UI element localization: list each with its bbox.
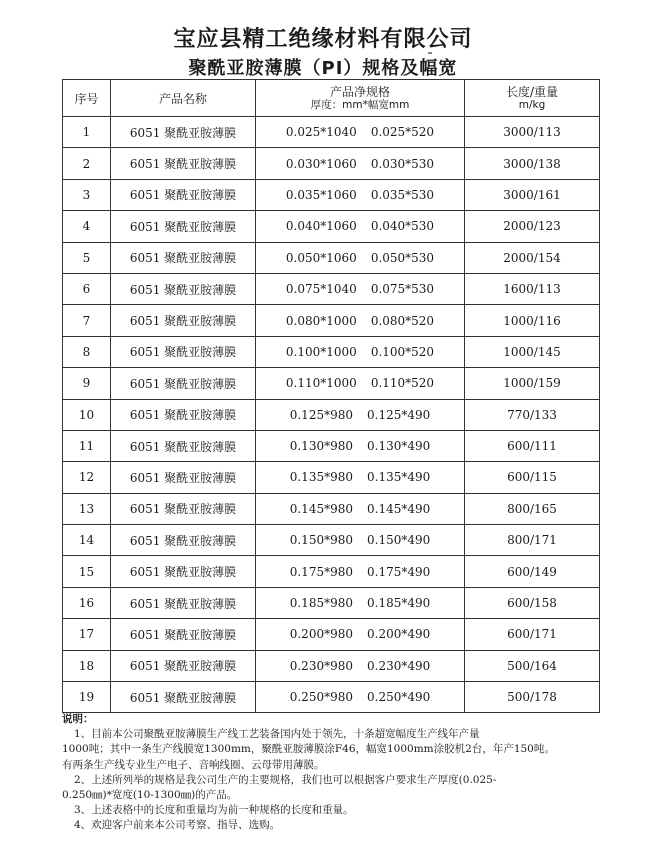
length-weight: 3000/138 — [465, 148, 600, 179]
table-row — [63, 242, 600, 273]
product-name: 6051 聚酰亚胺薄膜 — [111, 619, 256, 650]
spec-half-width: 0.030*530 — [370, 156, 435, 171]
length-weight: 1000/116 — [465, 305, 600, 336]
spec-full-width: 0.030*1060 — [285, 156, 357, 171]
table-row — [63, 650, 600, 681]
spec-full-width: 0.250*980 — [289, 690, 353, 705]
product-name: 6051 聚酰亚胺薄膜 — [111, 462, 256, 493]
note-line: 3、上述表格中的长度和重量均为前一种规格的长度和重量。 — [74, 804, 354, 817]
length-weight: 600/111 — [465, 430, 600, 461]
spec-table — [62, 79, 600, 713]
spec-half-width: 0.025*520 — [370, 125, 435, 140]
table-row — [63, 305, 600, 336]
length-weight: 600/158 — [465, 587, 600, 618]
table-row — [63, 148, 600, 179]
length-weight: 800/165 — [465, 493, 600, 524]
product-name: 6051 聚酰亚胺薄膜 — [111, 242, 256, 273]
product-name: 6051 聚酰亚胺薄膜 — [111, 399, 256, 430]
product-spec — [256, 462, 465, 493]
product-name: 6051 聚酰亚胺薄膜 — [111, 305, 256, 336]
length-weight: 1000/159 — [465, 368, 600, 399]
spec-half-width: 0.075*530 — [370, 282, 435, 297]
notes-section — [62, 712, 622, 834]
row-number: 15 — [63, 556, 111, 587]
table-row — [63, 273, 600, 304]
header-spec-label: 产品净规格 — [329, 84, 390, 99]
row-number: 1 — [63, 117, 111, 148]
note-line: 1、目前本公司聚酰亚胺薄膜生产线工艺装备国内处于领先，十条超宽幅度生产线年产量 — [74, 728, 480, 741]
product-spec — [256, 242, 465, 273]
spec-full-width: 0.150*980 — [289, 533, 353, 548]
header-spec-sub: 厚度：mm*幅宽mm — [310, 98, 410, 111]
spec-full-width: 0.135*980 — [289, 470, 353, 485]
row-number: 13 — [63, 493, 111, 524]
product-name: 6051 聚酰亚胺薄膜 — [111, 368, 256, 399]
table-row — [63, 368, 600, 399]
product-spec — [256, 525, 465, 556]
spec-full-width: 0.050*1060 — [285, 250, 357, 265]
product-name: 6051 聚酰亚胺薄膜 — [111, 430, 256, 461]
product-spec — [256, 148, 465, 179]
length-weight: 770/133 — [465, 399, 600, 430]
product-name: 6051 聚酰亚胺薄膜 — [111, 273, 256, 304]
product-spec — [256, 493, 465, 524]
spec-half-width: 0.135*490 — [367, 470, 431, 485]
length-weight: 1000/145 — [465, 336, 600, 367]
row-number: 19 — [63, 682, 111, 713]
note-line: 有两条生产线专业生产电子、音响线圈、云母带用薄膜。 — [62, 758, 325, 771]
length-weight: 800/171 — [465, 525, 600, 556]
spec-half-width: 0.130*490 — [367, 439, 431, 454]
table-row — [63, 556, 600, 587]
product-name: 6051 聚酰亚胺薄膜 — [111, 587, 256, 618]
product-spec — [256, 682, 465, 713]
spec-half-width: 0.080*520 — [370, 313, 435, 328]
length-weight: 3000/113 — [465, 117, 600, 148]
header-lw-label: 长度/重量 — [505, 84, 559, 99]
product-spec — [256, 430, 465, 461]
document-title: 聚酰亚胺薄膜（PI）规格及幅宽 — [188, 58, 458, 79]
length-weight: 1600/113 — [465, 273, 600, 304]
spec-half-width: 0.050*530 — [370, 250, 435, 265]
spec-full-width: 0.230*980 — [289, 658, 353, 673]
spec-half-width: 0.145*490 — [367, 501, 431, 516]
row-number: 9 — [63, 368, 111, 399]
spec-full-width: 0.035*1060 — [285, 187, 357, 202]
spec-full-width: 0.145*980 — [289, 501, 353, 516]
row-number: 11 — [63, 430, 111, 461]
header-name: 产品名称 — [111, 80, 256, 117]
length-weight: 600/171 — [465, 619, 600, 650]
table-row — [63, 525, 600, 556]
length-weight: 2000/123 — [465, 211, 600, 242]
product-spec — [256, 305, 465, 336]
spec-half-width: 0.185*490 — [367, 596, 431, 611]
length-weight: 600/149 — [465, 556, 600, 587]
product-spec — [256, 650, 465, 681]
row-number: 10 — [63, 399, 111, 430]
spec-full-width: 0.100*1000 — [285, 344, 357, 359]
product-spec — [256, 368, 465, 399]
row-number: 17 — [63, 619, 111, 650]
note-line: 1000吨；其中一条生产线膜宽1300mm，聚酰亚胺薄膜涂F46，幅宽1000mm涂胶机2台，年产150吨。 — [62, 743, 555, 756]
spec-full-width: 0.080*1000 — [285, 313, 357, 328]
product-spec — [256, 179, 465, 210]
row-number: 12 — [63, 462, 111, 493]
spec-half-width: 0.040*530 — [370, 219, 435, 234]
spec-half-width: 0.150*490 — [367, 533, 431, 548]
spec-half-width: 0.175*490 — [367, 564, 431, 579]
product-spec — [256, 556, 465, 587]
spec-half-width: 0.230*490 — [367, 658, 431, 673]
note-line: 4、欢迎客户前来本公司考察、指导、选购。 — [74, 819, 281, 832]
spec-full-width: 0.185*980 — [289, 596, 353, 611]
product-spec — [256, 117, 465, 148]
table-row — [63, 179, 600, 210]
table-header-row — [63, 80, 600, 117]
product-name: 6051 聚酰亚胺薄膜 — [111, 493, 256, 524]
spec-full-width: 0.200*980 — [289, 627, 353, 642]
spec-half-width: 0.250*490 — [367, 690, 431, 705]
row-number: 4 — [63, 211, 111, 242]
spec-full-width: 0.175*980 — [289, 564, 353, 579]
header-length-weight — [465, 80, 600, 117]
spec-full-width: 0.130*980 — [289, 439, 353, 454]
row-number: 6 — [63, 273, 111, 304]
spec-full-width: 0.040*1060 — [285, 219, 357, 234]
row-number: 14 — [63, 525, 111, 556]
row-number: 8 — [63, 336, 111, 367]
row-number: 18 — [63, 650, 111, 681]
length-weight: 500/164 — [465, 650, 600, 681]
length-weight: 3000/161 — [465, 179, 600, 210]
product-spec — [256, 399, 465, 430]
spec-full-width: 0.110*1000 — [285, 376, 357, 391]
product-spec — [256, 273, 465, 304]
length-weight: 500/178 — [465, 682, 600, 713]
table-row — [63, 336, 600, 367]
table-row — [63, 430, 600, 461]
header-no: 序号 — [63, 80, 111, 117]
spec-half-width: 0.125*490 — [367, 407, 431, 422]
row-number: 2 — [63, 148, 111, 179]
product-name: 6051 聚酰亚胺薄膜 — [111, 179, 256, 210]
row-number: 7 — [63, 305, 111, 336]
product-spec — [256, 211, 465, 242]
header-spec — [256, 80, 465, 117]
table-row — [63, 587, 600, 618]
table-row — [63, 211, 600, 242]
length-weight: 2000/154 — [465, 242, 600, 273]
spec-full-width: 0.025*1040 — [285, 125, 357, 140]
table-row — [63, 619, 600, 650]
product-name: 6051 聚酰亚胺薄膜 — [111, 682, 256, 713]
header-lw-sub: m/kg — [518, 98, 546, 111]
table-row — [63, 399, 600, 430]
product-name: 6051 聚酰亚胺薄膜 — [111, 525, 256, 556]
spec-half-width: 0.110*520 — [370, 376, 435, 391]
product-name: 6051 聚酰亚胺薄膜 — [111, 117, 256, 148]
table-row — [63, 462, 600, 493]
note-line: 0.250㎜)*宽度(10-1300㎜)的产品。 — [62, 789, 238, 802]
table-row — [63, 117, 600, 148]
table-row — [63, 493, 600, 524]
spec-half-width: 0.035*530 — [370, 187, 435, 202]
row-number: 16 — [63, 587, 111, 618]
row-number: 3 — [63, 179, 111, 210]
row-number: 5 — [63, 242, 111, 273]
product-spec — [256, 619, 465, 650]
product-name: 6051 聚酰亚胺薄膜 — [111, 148, 256, 179]
spec-full-width: 0.075*1040 — [285, 282, 357, 297]
product-spec — [256, 587, 465, 618]
product-name: 6051 聚酰亚胺薄膜 — [111, 556, 256, 587]
table-body — [63, 117, 600, 713]
product-name: 6051 聚酰亚胺薄膜 — [111, 650, 256, 681]
table-row — [63, 682, 600, 713]
length-weight: 600/115 — [465, 462, 600, 493]
notes-title: 说明： — [62, 713, 94, 725]
product-name: 6051 聚酰亚胺薄膜 — [111, 211, 256, 242]
spec-full-width: 0.125*980 — [289, 407, 353, 422]
spec-half-width: 0.200*490 — [367, 627, 431, 642]
spec-half-width: 0.100*520 — [370, 344, 435, 359]
note-line: 2、上述所列举的规格是我公司生产的主要规格，我们也可以根据客户要求生产厚度(0.025- — [74, 773, 497, 786]
product-name: 6051 聚酰亚胺薄膜 — [111, 336, 256, 367]
company-title: 宝应县精工绝缘材料有限公司 — [173, 27, 473, 52]
product-spec — [256, 336, 465, 367]
